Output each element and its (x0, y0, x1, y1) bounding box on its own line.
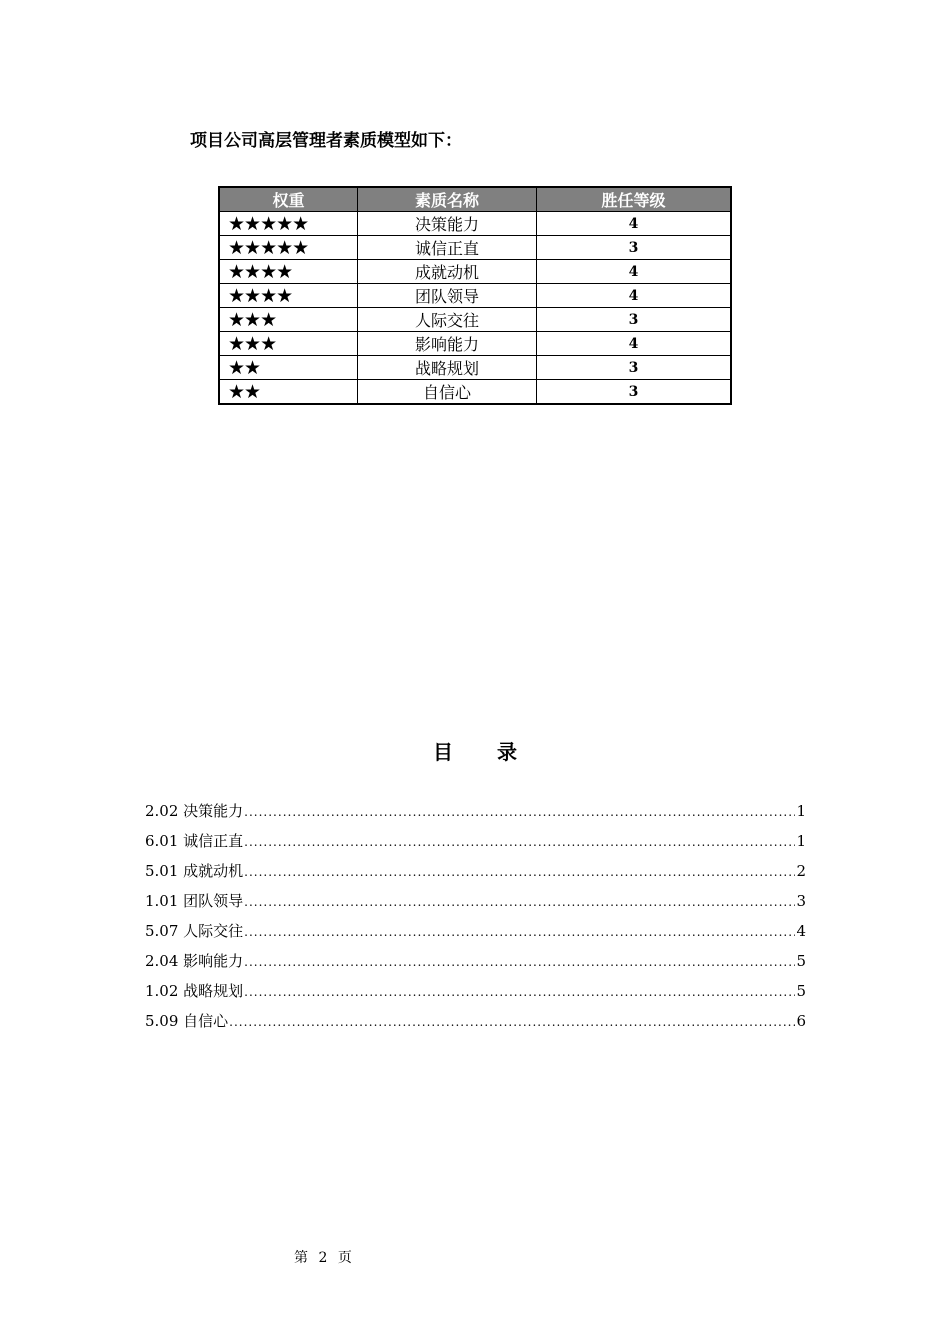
toc-entry-label: 2.04 影响能力 (145, 952, 244, 970)
toc-entry[interactable] (145, 1010, 806, 1040)
table-row (219, 332, 731, 356)
table-row (219, 380, 731, 405)
toc-entry-page: 1 (796, 832, 806, 850)
competency-name: 战略规划 (358, 356, 537, 380)
page-footer (294, 1247, 358, 1267)
table-row (219, 260, 731, 284)
toc-entry-page: 1 (796, 802, 806, 820)
toc-dot-leader (229, 1015, 795, 1029)
toc-entry-page: 6 (796, 1012, 806, 1030)
toc-entry-page: 4 (796, 922, 806, 940)
table-row (219, 236, 731, 260)
competency-level: 4 (537, 284, 732, 308)
toc-entry-label: 2.02 决策能力 (145, 802, 244, 820)
toc-entry[interactable] (145, 950, 806, 980)
footer-page-number: 2 (318, 1250, 328, 1266)
toc-dot-leader (244, 895, 795, 909)
weight-stars: ★★★★★ (219, 236, 358, 260)
toc-entry-page: 5 (796, 982, 806, 1000)
toc-dot-leader (244, 835, 795, 849)
competency-name: 团队领导 (358, 284, 537, 308)
toc-entry-label: 5.01 成就动机 (145, 862, 244, 880)
weight-stars: ★★★★ (219, 260, 358, 284)
competency-level: 4 (537, 332, 732, 356)
toc-dot-leader (244, 925, 795, 939)
table-of-contents (145, 800, 806, 1040)
toc-entry-page: 5 (796, 952, 806, 970)
competency-name: 自信心 (358, 380, 537, 405)
table-header-row (219, 187, 731, 212)
competency-level: 4 (537, 260, 732, 284)
table-row (219, 356, 731, 380)
weight-stars: ★★ (219, 380, 358, 405)
competency-table (218, 186, 732, 405)
weight-stars: ★★★ (219, 332, 358, 356)
toc-entry[interactable] (145, 800, 806, 830)
footer-prefix: 第 (294, 1250, 308, 1266)
toc-entry-label: 5.09 自信心 (145, 1012, 229, 1030)
toc-dot-leader (244, 955, 795, 969)
toc-entry-page: 2 (796, 862, 806, 880)
competency-level: 3 (537, 380, 732, 405)
toc-dot-leader (244, 865, 795, 879)
competency-level: 3 (537, 308, 732, 332)
table-row (219, 308, 731, 332)
table-row (219, 284, 731, 308)
toc-entry-label: 1.01 团队领导 (145, 892, 244, 910)
competency-level: 3 (537, 236, 732, 260)
toc-entry[interactable] (145, 920, 806, 950)
table-row (219, 212, 731, 236)
toc-entry-label: 1.02 战略规划 (145, 982, 244, 1000)
header-competency-name: 素质名称 (358, 187, 537, 212)
toc-entry[interactable] (145, 860, 806, 890)
toc-entry-label: 6.01 诚信正直 (145, 832, 244, 850)
header-competency-level: 胜任等级 (537, 187, 732, 212)
competency-level: 3 (537, 356, 732, 380)
competency-name: 成就动机 (358, 260, 537, 284)
toc-entry[interactable] (145, 980, 806, 1010)
competency-name: 诚信正直 (358, 236, 537, 260)
footer-suffix: 页 (337, 1250, 352, 1266)
toc-entry[interactable] (145, 890, 806, 920)
weight-stars: ★★ (219, 356, 358, 380)
toc-entry[interactable] (145, 830, 806, 860)
competency-name: 决策能力 (358, 212, 537, 236)
weight-stars: ★★★ (219, 308, 358, 332)
toc-title: 目录 (433, 740, 561, 764)
toc-dot-leader (244, 805, 795, 819)
header-weight: 权重 (219, 187, 358, 212)
toc-dot-leader (244, 985, 795, 999)
competency-name: 人际交往 (358, 308, 537, 332)
weight-stars: ★★★★ (219, 284, 358, 308)
weight-stars: ★★★★★ (219, 212, 358, 236)
competency-level: 4 (537, 212, 732, 236)
competency-name: 影响能力 (358, 332, 537, 356)
toc-entry-label: 5.07 人际交往 (145, 922, 244, 940)
intro-text: 项目公司高层管理者素质模型如下： (190, 131, 462, 151)
toc-entry-page: 3 (796, 892, 806, 910)
